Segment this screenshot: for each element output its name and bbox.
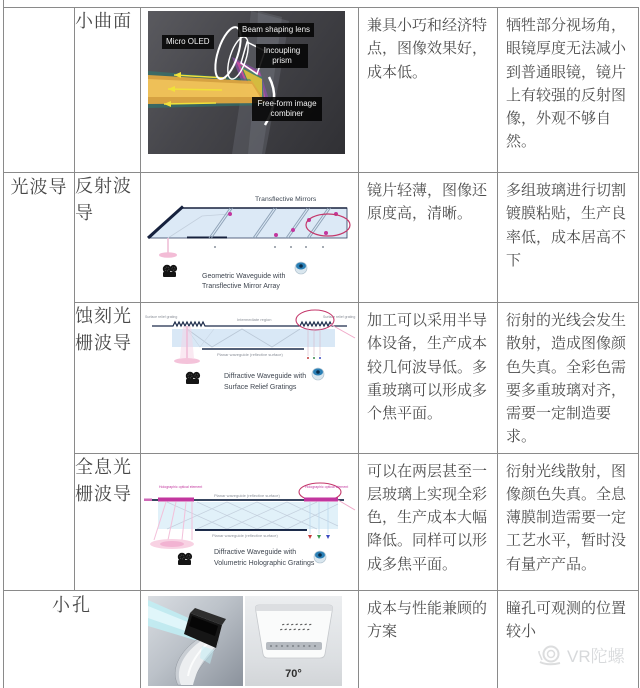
pros-text: 兼具小巧和经济特点，图像效果好，成本低。 xyxy=(367,17,488,81)
cell-pros-holographic xyxy=(359,453,498,590)
output-blue xyxy=(326,535,330,539)
planar-waveguide-label-bottom: Planar waveguide (reflective surface) xyxy=(212,532,278,538)
cons-text: 瞳孔可观测的位置较小 xyxy=(506,599,627,640)
table-row xyxy=(4,303,639,454)
output-ticks xyxy=(214,246,324,248)
holographic-grating-left xyxy=(158,497,194,501)
watermark-text: VR陀螺 xyxy=(567,647,625,666)
holographic-caption-line2: Volumetric Holographic Gratings xyxy=(214,559,315,567)
holographic-waveguide-diagram xyxy=(142,456,356,588)
panel-shape xyxy=(255,605,332,658)
holographic-caption-line1: Diffractive Waveguide with xyxy=(214,548,297,556)
snail-logo-icon xyxy=(536,643,564,667)
pinhole-photos xyxy=(148,596,358,686)
surface-relief-label-right: Surface relief grating xyxy=(323,315,356,319)
cell-cons-freeform xyxy=(498,8,639,173)
cell-image-holographic xyxy=(141,453,359,590)
table-row xyxy=(4,453,639,590)
optics-comparison-table xyxy=(3,7,639,688)
pros-text: 成本与性能兼顾的方案 xyxy=(367,599,488,640)
table-row xyxy=(4,590,639,688)
waveguide-band xyxy=(172,329,335,347)
cell-category-pinhole: 小孔 xyxy=(4,590,141,688)
fov-angle-label: 70° xyxy=(285,667,302,680)
transflective-mirrors-label: Transflective Mirrors xyxy=(255,196,317,203)
projector-icon xyxy=(178,552,192,564)
freeform-optics-photo xyxy=(148,11,345,154)
cell-cons-surface-relief xyxy=(498,303,639,454)
projector-icon xyxy=(186,372,200,384)
hoe-label-right: Holographic optical element xyxy=(305,484,349,489)
grating-top-line xyxy=(152,322,347,326)
annotation-ellipse xyxy=(296,310,334,330)
eye-icon xyxy=(312,368,324,380)
surface-relief-caption-line2: Surface Relief Gratings xyxy=(224,384,297,391)
cell-pros-reflective xyxy=(359,173,498,303)
cell-subcategory-holographic: 全息光栅波导 xyxy=(75,453,141,590)
strip-dots xyxy=(270,644,316,646)
intermediate-region-label: Intermediate region xyxy=(237,317,272,322)
surface-relief-label-left: Surface relief grating xyxy=(145,315,178,319)
pinhole-device-photo xyxy=(148,596,243,686)
cell-cons-holographic xyxy=(498,453,639,590)
cell-pros-surface-relief xyxy=(359,303,498,454)
cell-category-empty xyxy=(4,8,75,173)
holographic-grating-right xyxy=(304,497,338,501)
cell-pros-pinhole xyxy=(359,590,498,688)
freeform-combiner-label: Free-form image combiner xyxy=(252,97,322,121)
cell-image-geometric xyxy=(141,173,359,303)
output-green xyxy=(317,535,321,539)
surface-relief-caption-line1: Diffractive Waveguide with xyxy=(224,373,307,380)
micro-oled-label: Micro OLED xyxy=(162,35,214,49)
pros-text: 可以在两层甚至一层玻璃上实现全彩色，生产成本大幅降低。同样可以形成多焦平面。 xyxy=(367,462,488,573)
cell-image-surface-relief xyxy=(141,303,359,454)
surface-relief-waveguide-diagram xyxy=(142,306,356,439)
projector-icon xyxy=(163,265,177,277)
geometric-waveguide-diagram xyxy=(142,175,356,301)
hoe-label-left: Holographic optical element xyxy=(159,484,203,489)
cell-pros-freeform xyxy=(359,8,498,173)
cons-text: 多组玻璃进行切割镀膜粘贴，生产良率低，成本居高不下 xyxy=(506,182,627,269)
geometric-caption-line1: Geometric Waveguide with xyxy=(202,273,286,280)
watermark xyxy=(536,642,625,667)
cell-subcategory-surface-relief: 蚀刻光栅波导 xyxy=(75,303,141,454)
cell-image-freeform xyxy=(141,8,359,173)
pinhole-panel-photo xyxy=(245,596,342,686)
table-row xyxy=(4,173,639,303)
incoupling-prism-label: Incoupling prism xyxy=(256,44,308,68)
cell-subcategory-freeform: 小曲面 xyxy=(75,8,141,173)
cell-cons-pinhole xyxy=(498,590,639,688)
planar-waveguide-label-top: Planar waveguide (reflective surface) xyxy=(214,492,280,498)
lens-ellipse xyxy=(174,358,200,364)
cons-text: 衍射的光线会发生散射，造成图像颜色失真。全彩色需要多重玻璃对齐，需要一定制造要求。 xyxy=(506,312,627,446)
cell-image-pinhole xyxy=(141,590,359,688)
cons-text: 衍射光线散射，图像颜色失真。全息薄膜制造需要一定工艺水平，暂时没有量产产品。 xyxy=(506,462,627,573)
lens-ellipse xyxy=(159,252,177,258)
pros-text: 镜片轻薄，图像还原度高，清晰。 xyxy=(367,182,488,223)
cell-cons-reflective xyxy=(498,173,639,303)
eye-icon xyxy=(314,551,326,563)
output-red xyxy=(308,535,312,539)
cons-text: 牺牲部分视场角，眼镜厚度无法减小到普通眼镜，镜片上有较强的反射图像，外观不够自然。 xyxy=(506,17,627,151)
cell-category-waveguide: 光波导 xyxy=(4,173,75,591)
planar-waveguide-label: Planar waveguide (reflective surface) xyxy=(217,352,283,357)
cell-subcategory-reflective: 反射波导 xyxy=(75,173,141,303)
beam-shaping-lens-label: Beam shaping lens xyxy=(238,23,314,37)
geometric-caption-line2: Transflective Mirror Array xyxy=(202,283,280,290)
pros-text: 加工可以采用半导体设备，生产成本较几何波导低。多重玻璃可以形成多个焦平面。 xyxy=(367,312,488,422)
table-row xyxy=(4,8,639,173)
eye-icon xyxy=(295,262,307,274)
